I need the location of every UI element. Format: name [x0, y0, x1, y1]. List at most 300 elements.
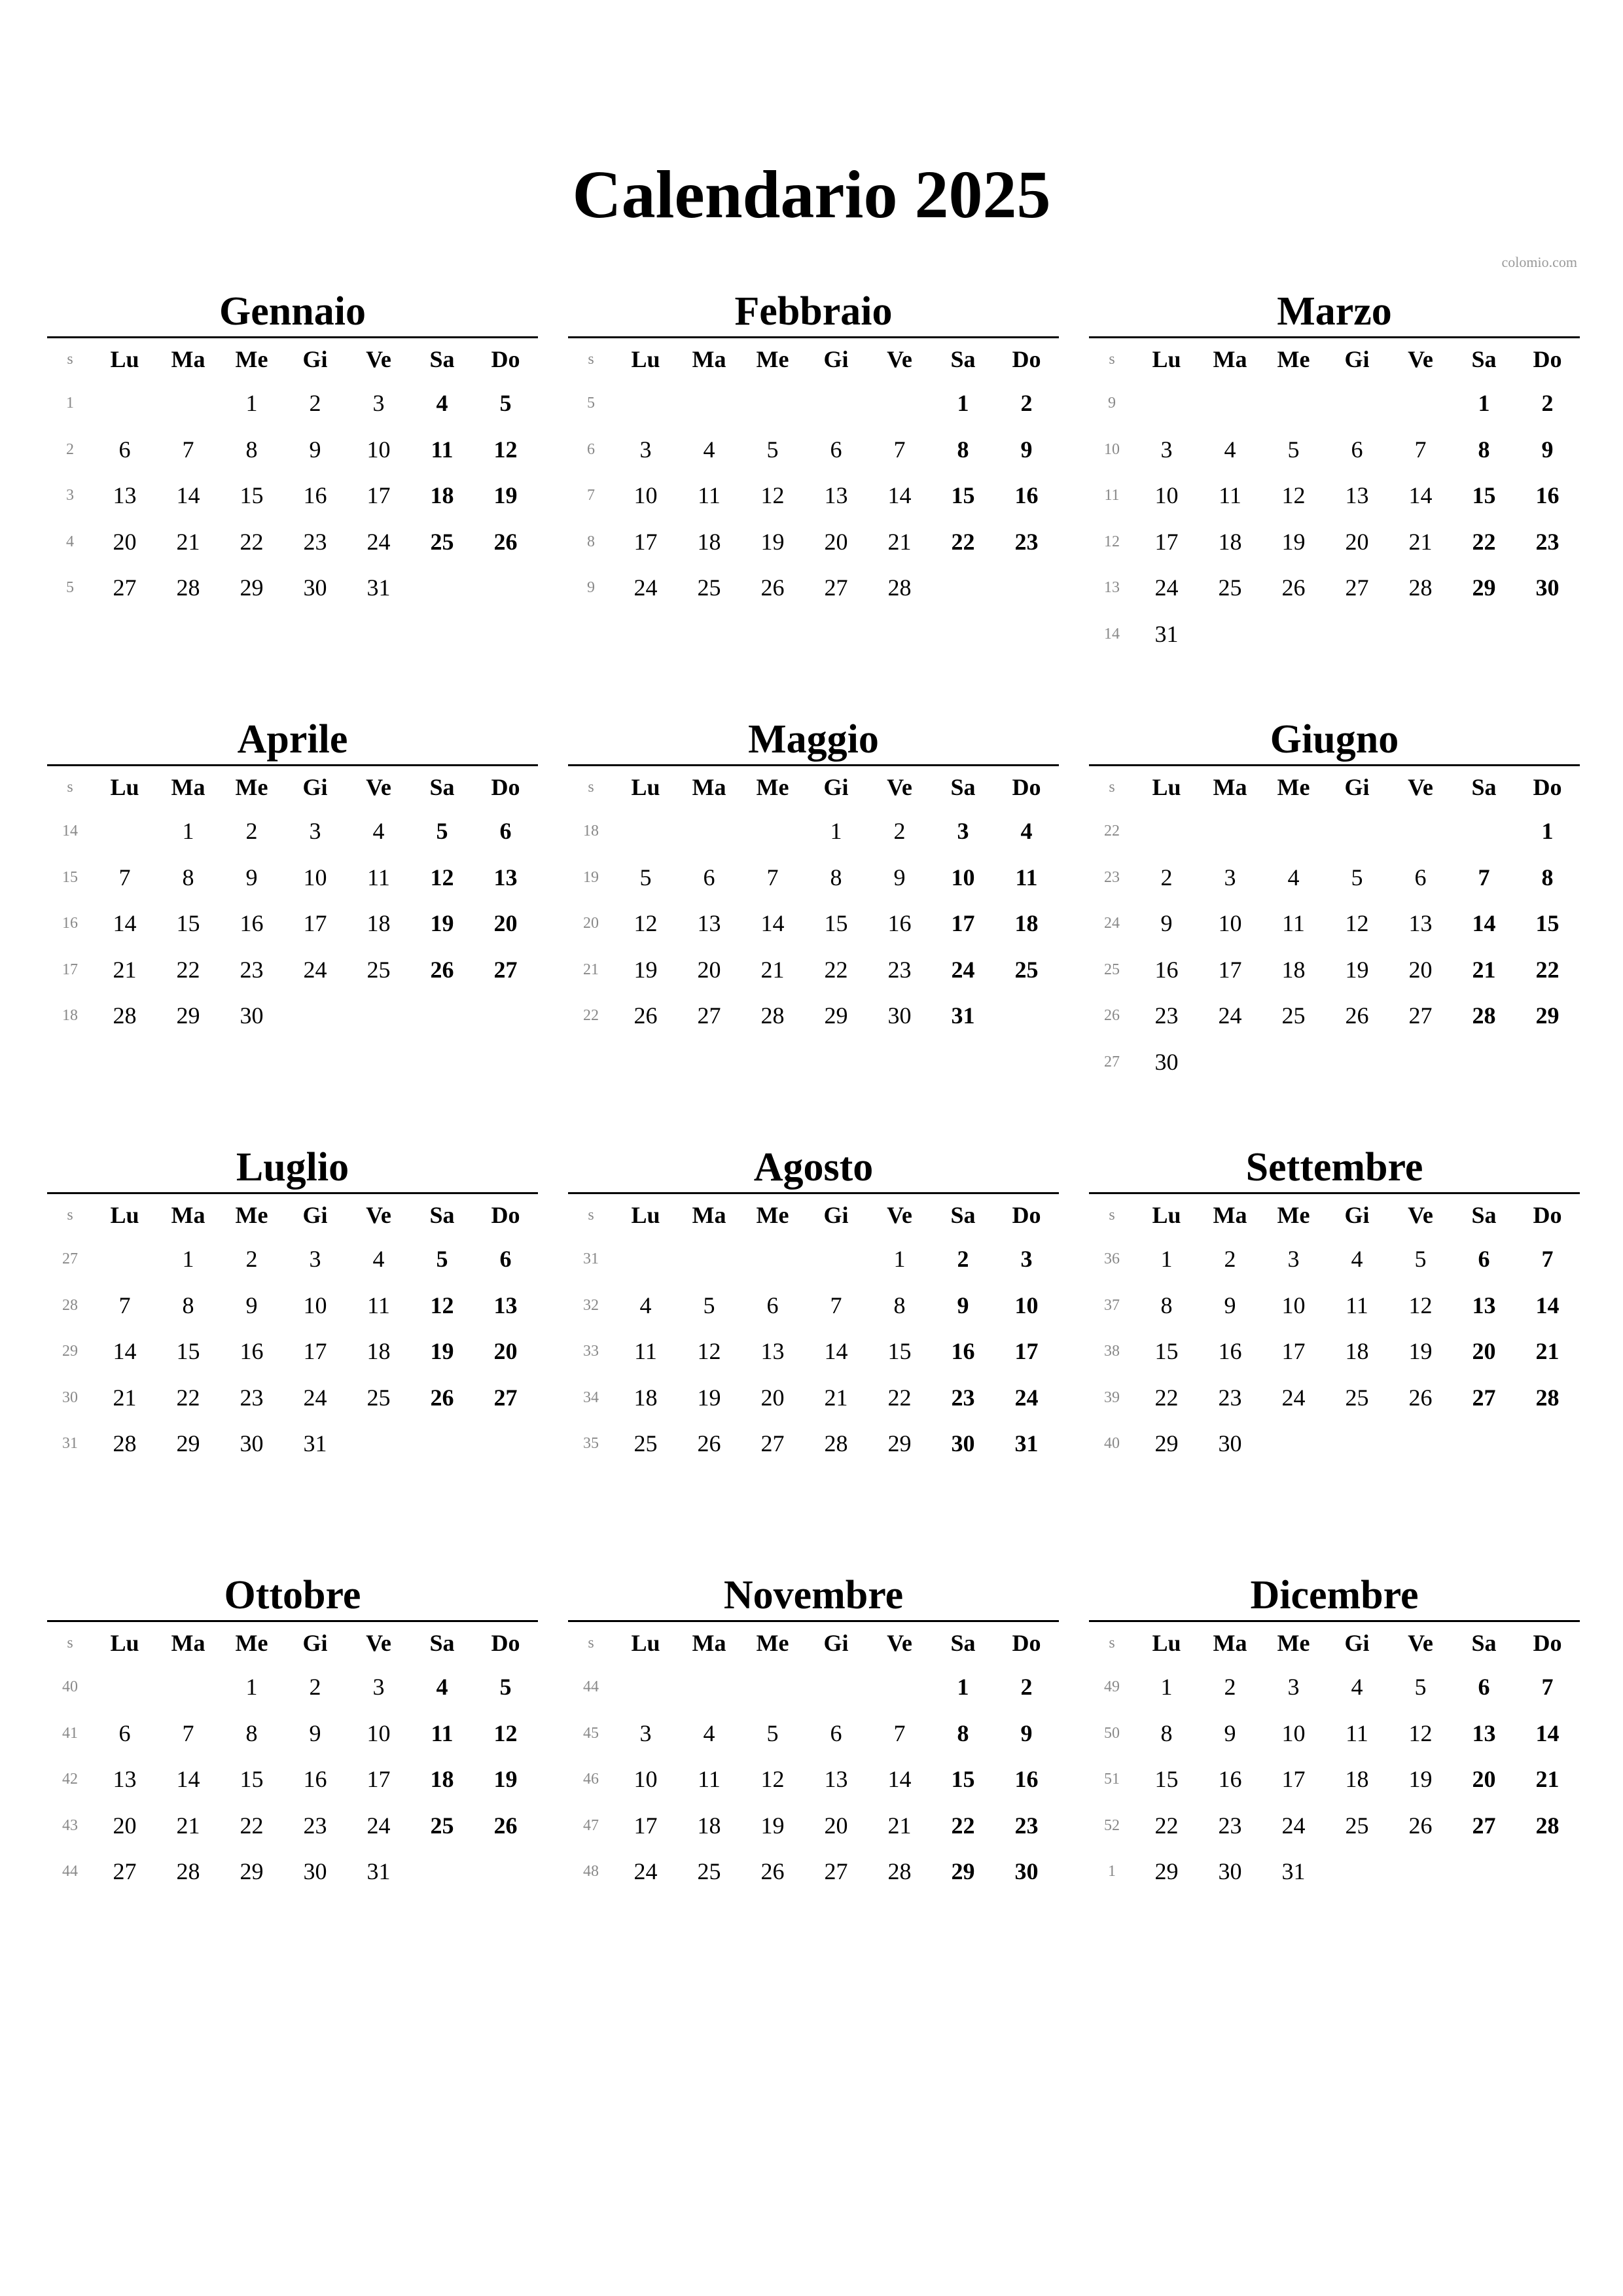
week-number: 48 [583, 1863, 599, 1880]
day-cell: 1 [245, 1674, 258, 1700]
day-cell: 30 [303, 574, 327, 601]
week-number: 45 [583, 1724, 599, 1742]
day-cell: 6 [703, 864, 715, 891]
day-cell: 1 [182, 818, 194, 844]
week-number: 31 [62, 1435, 78, 1452]
day-cell: 17 [1218, 956, 1242, 983]
empty-day-cell [347, 993, 410, 1039]
empty-day-cell [474, 993, 537, 1039]
day-cell: 6 [1351, 436, 1363, 463]
day-cell: 18 [366, 910, 391, 936]
day-cell: 17 [366, 482, 391, 508]
day-cell: 31 [951, 1002, 975, 1029]
day-cell: 9 [1224, 1720, 1236, 1746]
day-cell: 16 [1014, 1766, 1039, 1792]
empty-day-cell [677, 380, 741, 427]
month-block [47, 1142, 538, 1467]
month-block [568, 1570, 1059, 1895]
day-cell: 23 [1535, 528, 1560, 555]
day-cell: 19 [430, 910, 454, 936]
empty-day-cell [614, 380, 677, 427]
day-cell: 22 [240, 1812, 264, 1839]
day-cell: 16 [303, 1766, 327, 1792]
day-cell: 2 [957, 1246, 969, 1272]
day-cell: 6 [1414, 864, 1427, 891]
empty-day-cell [283, 993, 347, 1039]
week-number: 25 [1104, 961, 1120, 978]
day-cell: 30 [951, 1430, 975, 1457]
day-cell: 14 [113, 910, 137, 936]
day-cell: 27 [493, 1384, 518, 1411]
weekday-header: Lu [110, 346, 139, 372]
day-cell: 23 [303, 1812, 327, 1839]
empty-day-cell [1389, 1421, 1452, 1467]
day-cell: 17 [633, 1812, 658, 1839]
empty-day-cell [1516, 1848, 1579, 1895]
weekday-header: Ma [1213, 774, 1247, 800]
day-cell: 2 [1224, 1246, 1236, 1272]
week-number: 22 [1104, 822, 1120, 839]
weekday-header: Gi [823, 1202, 849, 1228]
week-number: 49 [1104, 1678, 1120, 1695]
empty-day-cell [995, 993, 1058, 1039]
day-cell: 20 [1345, 528, 1369, 555]
day-cell: 6 [766, 1292, 779, 1318]
weekday-header: Sa [950, 774, 976, 800]
day-cell: 26 [1345, 1002, 1369, 1029]
day-cell: 4 [1287, 864, 1300, 891]
weekday-header: Ve [1408, 774, 1433, 800]
empty-day-cell [1325, 1848, 1389, 1895]
day-cell: 6 [1478, 1674, 1490, 1700]
empty-day-cell [741, 1236, 804, 1282]
day-cell: 15 [176, 910, 200, 936]
day-cell: 20 [760, 1384, 785, 1411]
day-cell: 6 [1478, 1246, 1490, 1272]
empty-day-cell [410, 993, 474, 1039]
weekday-header: Do [1533, 346, 1562, 372]
day-cell: 19 [760, 1812, 785, 1839]
day-cell: 4 [703, 1720, 715, 1746]
weekday-header: Ve [366, 1630, 391, 1656]
month-name: Febbraio [734, 289, 893, 334]
weekday-header: Lu [631, 774, 660, 800]
day-cell: 17 [633, 528, 658, 555]
day-cell: 18 [1218, 528, 1242, 555]
day-cell: 25 [1345, 1812, 1369, 1839]
day-cell: 15 [887, 1338, 912, 1364]
day-cell: 27 [697, 1002, 721, 1029]
empty-day-cell [1198, 611, 1262, 658]
day-cell: 25 [366, 1384, 391, 1411]
day-cell: 28 [1535, 1812, 1560, 1839]
day-cell: 30 [887, 1002, 912, 1029]
week-number: 36 [1104, 1250, 1120, 1267]
weekday-header: Me [756, 1202, 789, 1228]
weekday-header: Sa [429, 1202, 455, 1228]
empty-day-cell [1325, 1039, 1389, 1086]
month-name: Gennaio [219, 289, 366, 334]
day-cell: 8 [893, 1292, 906, 1318]
day-cell: 4 [1351, 1246, 1363, 1272]
watermark: colomio.com [1501, 254, 1577, 270]
day-cell: 17 [1281, 1766, 1306, 1792]
weekday-header: Sa [950, 346, 976, 372]
day-cell: 19 [1281, 528, 1306, 555]
day-cell: 26 [1281, 574, 1306, 601]
weekday-header: Ma [692, 1202, 726, 1228]
day-cell: 26 [633, 1002, 658, 1029]
month-block [47, 287, 538, 611]
week-number: 13 [1104, 579, 1120, 596]
weekday-header: Ve [887, 1202, 912, 1228]
weekday-header: Ma [1213, 1202, 1247, 1228]
empty-day-cell [93, 808, 156, 855]
weekday-header: Ma [171, 346, 205, 372]
day-cell: 17 [1281, 1338, 1306, 1364]
day-cell: 5 [766, 1720, 779, 1746]
week-number: 18 [62, 1007, 78, 1024]
week-number: 18 [583, 822, 599, 839]
week-number: 44 [62, 1863, 78, 1880]
day-cell: 17 [951, 910, 975, 936]
day-cell: 10 [303, 864, 327, 891]
day-cell: 11 [367, 1292, 390, 1318]
weekday-header: Ma [692, 774, 726, 800]
week-number: 50 [1104, 1724, 1120, 1742]
day-cell: 12 [430, 1292, 454, 1318]
day-cell: 15 [951, 482, 975, 508]
day-cell: 10 [1218, 910, 1242, 936]
weekday-header: Ma [1213, 1630, 1247, 1656]
day-cell: 10 [1281, 1292, 1306, 1318]
empty-day-cell [1452, 1848, 1516, 1895]
week-number: 51 [1104, 1771, 1120, 1788]
week-number: 1 [66, 395, 74, 412]
day-cell: 9 [1160, 910, 1173, 936]
day-cell: 27 [1472, 1384, 1496, 1411]
day-cell: 25 [1345, 1384, 1369, 1411]
day-cell: 31 [303, 1430, 327, 1457]
day-cell: 30 [1218, 1430, 1242, 1457]
day-cell: 18 [430, 1766, 454, 1792]
day-cell: 27 [113, 574, 137, 601]
day-cell: 11 [698, 1766, 721, 1792]
day-cell: 12 [1408, 1720, 1433, 1746]
day-cell: 25 [430, 528, 454, 555]
empty-day-cell [1135, 380, 1198, 427]
empty-day-cell [1198, 1039, 1262, 1086]
week-number: 40 [62, 1678, 78, 1695]
day-cell: 31 [1014, 1430, 1039, 1457]
weekday-header: Ma [692, 1630, 726, 1656]
day-cell: 11 [1219, 482, 1241, 508]
day-cell: 16 [240, 910, 264, 936]
day-cell: 13 [824, 1766, 848, 1792]
week-number-header: s [67, 1634, 73, 1651]
day-cell: 14 [113, 1338, 137, 1364]
day-cell: 13 [113, 1766, 137, 1792]
day-cell: 5 [1414, 1674, 1427, 1700]
day-cell: 26 [1408, 1812, 1433, 1839]
day-cell: 27 [824, 574, 848, 601]
weekday-header: Gi [823, 346, 849, 372]
day-cell: 24 [303, 1384, 327, 1411]
month-block [568, 1142, 1059, 1467]
day-cell: 2 [1541, 390, 1554, 416]
week-number: 10 [1104, 440, 1120, 458]
day-cell: 14 [1472, 910, 1496, 936]
day-cell: 12 [633, 910, 658, 936]
weekday-header: Sa [429, 1630, 455, 1656]
day-cell: 25 [633, 1430, 658, 1457]
day-cell: 1 [1160, 1246, 1173, 1272]
weekday-header: Sa [1471, 1202, 1497, 1228]
empty-day-cell [410, 565, 474, 611]
weekday-header: Lu [631, 1202, 660, 1228]
day-cell: 29 [1154, 1858, 1179, 1884]
weekday-header: Gi [1344, 1202, 1370, 1228]
empty-day-cell [741, 1664, 804, 1710]
empty-day-cell [614, 808, 677, 855]
day-cell: 9 [893, 864, 906, 891]
day-cell: 23 [1218, 1384, 1242, 1411]
day-cell: 7 [182, 436, 194, 463]
day-cell: 28 [1472, 1002, 1496, 1029]
day-cell: 20 [1472, 1766, 1496, 1792]
day-cell: 3 [372, 1674, 385, 1700]
day-cell: 10 [366, 1720, 391, 1746]
day-cell: 17 [366, 1766, 391, 1792]
day-cell: 17 [1014, 1338, 1039, 1364]
weekday-header: Lu [1152, 1630, 1181, 1656]
day-cell: 26 [493, 1812, 518, 1839]
day-cell: 15 [1472, 482, 1496, 508]
weekday-header: Do [491, 1630, 520, 1656]
day-cell: 20 [113, 528, 137, 555]
weekday-header: Lu [1152, 1202, 1181, 1228]
day-cell: 6 [499, 1246, 512, 1272]
day-cell: 2 [893, 818, 906, 844]
weekday-header: Ve [1408, 346, 1433, 372]
empty-day-cell [614, 1236, 677, 1282]
empty-day-cell [1325, 380, 1389, 427]
week-number: 30 [62, 1388, 78, 1406]
weekday-header: Ve [887, 346, 912, 372]
day-cell: 6 [830, 436, 842, 463]
day-cell: 1 [182, 1246, 194, 1272]
day-cell: 9 [245, 1292, 258, 1318]
day-cell: 8 [182, 1292, 194, 1318]
empty-day-cell [614, 1664, 677, 1710]
week-number: 15 [62, 868, 78, 886]
day-cell: 23 [303, 528, 327, 555]
day-cell: 14 [1408, 482, 1433, 508]
day-cell: 3 [1160, 436, 1173, 463]
weekday-header: Me [1277, 1202, 1310, 1228]
day-cell: 13 [493, 1292, 518, 1318]
day-cell: 22 [824, 956, 848, 983]
day-cell: 19 [1408, 1766, 1433, 1792]
day-cell: 1 [245, 390, 258, 416]
day-cell: 25 [366, 956, 391, 983]
day-cell: 27 [493, 956, 518, 983]
day-cell: 18 [1281, 956, 1306, 983]
day-cell: 7 [118, 864, 131, 891]
week-number: 43 [62, 1816, 78, 1834]
weekday-header: Ve [1408, 1630, 1433, 1656]
day-cell: 22 [1154, 1812, 1179, 1839]
day-cell: 13 [113, 482, 137, 508]
empty-day-cell [1325, 808, 1389, 855]
week-number: 5 [587, 395, 595, 412]
weekday-header: Me [756, 774, 789, 800]
day-cell: 12 [1408, 1292, 1433, 1318]
day-cell: 7 [893, 1720, 906, 1746]
day-cell: 21 [887, 1812, 912, 1839]
day-cell: 16 [887, 910, 912, 936]
day-cell: 31 [366, 1858, 391, 1884]
day-cell: 18 [1014, 910, 1039, 936]
weekday-header: Me [756, 1630, 789, 1656]
day-cell: 22 [951, 1812, 975, 1839]
day-cell: 8 [957, 1720, 969, 1746]
weekday-header: Sa [1471, 774, 1497, 800]
day-cell: 27 [824, 1858, 848, 1884]
month-day-grid [568, 1622, 1059, 1895]
day-cell: 29 [240, 574, 264, 601]
day-cell: 10 [303, 1292, 327, 1318]
month-block [1089, 1142, 1580, 1467]
weekday-header: Sa [950, 1630, 976, 1656]
week-number: 5 [66, 579, 74, 596]
day-cell: 12 [493, 436, 518, 463]
day-cell: 5 [436, 818, 448, 844]
day-cell: 10 [1154, 482, 1179, 508]
day-cell: 31 [366, 574, 391, 601]
day-cell: 14 [887, 1766, 912, 1792]
day-cell: 1 [957, 1674, 969, 1700]
day-cell: 18 [1345, 1338, 1369, 1364]
day-cell: 5 [639, 864, 652, 891]
day-cell: 1 [1541, 818, 1554, 844]
month-day-grid [568, 338, 1059, 611]
day-cell: 29 [176, 1430, 200, 1457]
day-cell: 15 [1154, 1766, 1179, 1792]
day-cell: 9 [1224, 1292, 1236, 1318]
weekday-header: Me [756, 346, 789, 372]
day-cell: 29 [1154, 1430, 1179, 1457]
day-cell: 4 [372, 1246, 385, 1272]
month-name: Dicembre [1250, 1573, 1419, 1617]
day-cell: 17 [303, 1338, 327, 1364]
day-cell: 2 [309, 1674, 321, 1700]
day-cell: 20 [824, 1812, 848, 1839]
empty-day-cell [410, 1848, 474, 1895]
day-cell: 4 [1020, 818, 1033, 844]
week-number-header: s [67, 779, 73, 796]
day-cell: 22 [1154, 1384, 1179, 1411]
day-cell: 15 [240, 482, 264, 508]
week-number: 23 [1104, 868, 1120, 886]
day-cell: 1 [1160, 1674, 1173, 1700]
day-cell: 22 [951, 528, 975, 555]
weekday-header: Gi [823, 774, 849, 800]
week-number: 37 [1104, 1296, 1120, 1314]
weekday-header: Sa [1471, 346, 1497, 372]
day-cell: 11 [634, 1338, 657, 1364]
day-cell: 27 [113, 1858, 137, 1884]
weekday-header: Me [235, 1630, 268, 1656]
day-cell: 24 [1281, 1812, 1306, 1839]
month-block [47, 1570, 538, 1895]
empty-day-cell [1452, 1421, 1516, 1467]
day-cell: 8 [957, 436, 969, 463]
day-cell: 11 [431, 436, 454, 463]
day-cell: 8 [830, 864, 842, 891]
month-name: Luglio [236, 1145, 349, 1190]
month-day-grid [47, 338, 538, 611]
weekday-header: Ve [1408, 1202, 1433, 1228]
day-cell: 2 [245, 818, 258, 844]
empty-day-cell [995, 565, 1058, 611]
day-cell: 5 [1414, 1246, 1427, 1272]
weekday-header: Gi [302, 1202, 328, 1228]
day-cell: 30 [240, 1430, 264, 1457]
weekday-header: Ma [171, 774, 205, 800]
day-cell: 10 [951, 864, 975, 891]
day-cell: 7 [1478, 864, 1490, 891]
week-number: 33 [583, 1343, 599, 1360]
month-name: Maggio [748, 717, 879, 762]
day-cell: 23 [1218, 1812, 1242, 1839]
day-cell: 2 [1160, 864, 1173, 891]
empty-day-cell [1516, 1039, 1579, 1086]
weekday-header: Ve [887, 1630, 912, 1656]
day-cell: 2 [245, 1246, 258, 1272]
day-cell: 20 [824, 528, 848, 555]
weekday-header: Me [1277, 1630, 1310, 1656]
day-cell: 24 [1281, 1384, 1306, 1411]
day-cell: 1 [893, 1246, 906, 1272]
day-cell: 8 [1478, 436, 1490, 463]
empty-day-cell [93, 380, 156, 427]
day-cell: 4 [703, 436, 715, 463]
day-cell: 29 [240, 1858, 264, 1884]
empty-day-cell [1389, 1039, 1452, 1086]
day-cell: 8 [182, 864, 194, 891]
month-day-grid [1089, 1622, 1580, 1895]
day-cell: 20 [113, 1812, 137, 1839]
month-day-grid [568, 1194, 1059, 1467]
day-cell: 13 [1472, 1292, 1496, 1318]
weekday-header: Lu [110, 774, 139, 800]
weekday-header: Do [491, 346, 520, 372]
day-cell: 15 [176, 1338, 200, 1364]
weekday-header: Lu [1152, 346, 1181, 372]
day-cell: 13 [760, 1338, 785, 1364]
empty-day-cell [410, 1421, 474, 1467]
day-cell: 9 [957, 1292, 969, 1318]
day-cell: 12 [1281, 482, 1306, 508]
day-cell: 2 [309, 390, 321, 416]
day-cell: 21 [1472, 956, 1496, 983]
day-cell: 7 [1414, 436, 1427, 463]
day-cell: 25 [697, 1858, 721, 1884]
day-cell: 14 [824, 1338, 848, 1364]
week-number: 11 [1104, 487, 1120, 504]
week-number: 22 [583, 1007, 599, 1024]
